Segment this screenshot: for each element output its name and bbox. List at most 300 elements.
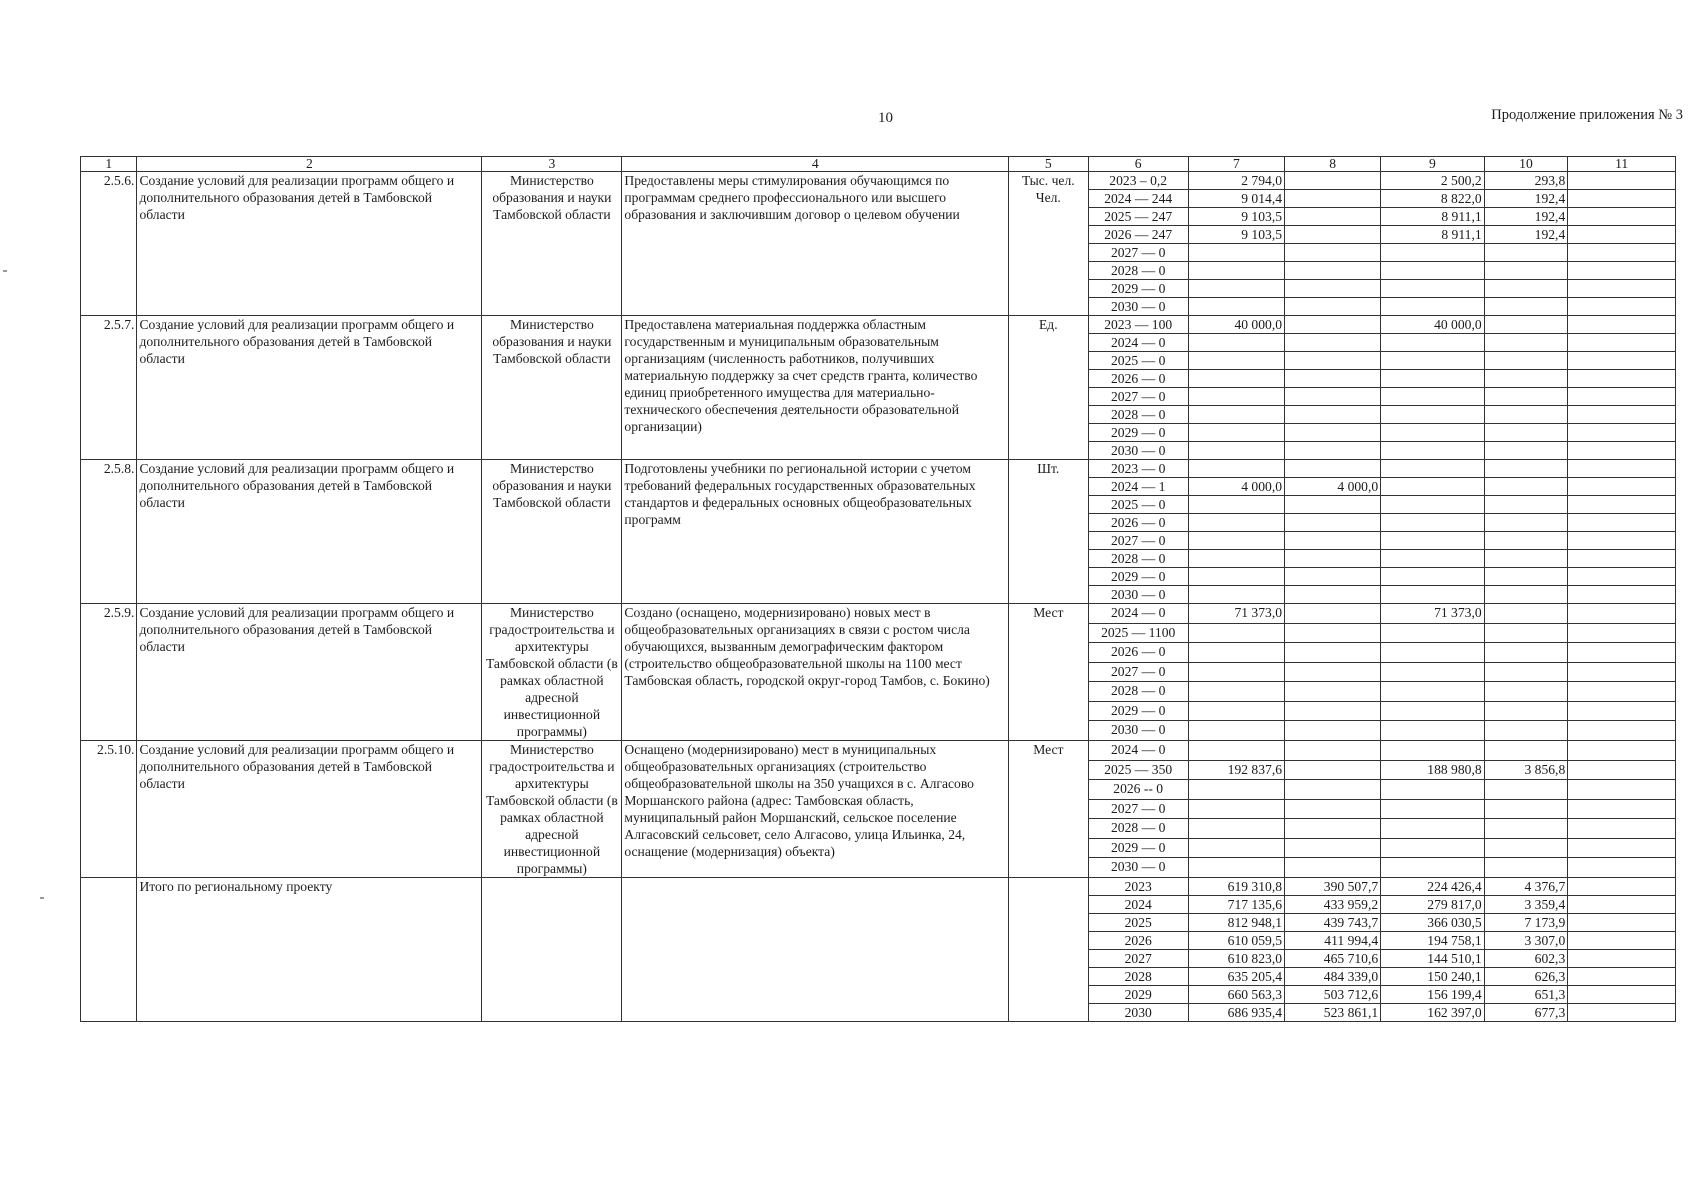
federal-budget-cell: [1285, 172, 1381, 190]
local-budget-cell: [1484, 514, 1568, 532]
local-budget-cell: [1484, 532, 1568, 550]
regional-budget-cell: 40 000,0: [1381, 316, 1484, 334]
total-local-cell: 677,3: [1484, 1004, 1568, 1022]
extra-budget-cell: [1568, 838, 1676, 858]
local-budget-cell: [1484, 496, 1568, 514]
scan-artifact: [40, 897, 44, 899]
extra-budget-cell: [1568, 280, 1676, 298]
extra-budget-cell: [1568, 226, 1676, 244]
total-year-cell: 2028: [1088, 968, 1188, 986]
local-budget-cell: [1484, 682, 1568, 702]
item-number-cell: 2.5.6.: [81, 172, 137, 316]
local-budget-cell: [1484, 643, 1568, 663]
regional-budget-cell: 188 980,8: [1381, 760, 1484, 780]
result-cell: Оснащено (модернизировано) мест в муниципальных общеобразовательных организациях (строительство общеобразовательной школы на 350 учащихся в с. Алгасово Моршанского района (адрес: Тамбовская область, муниципальный район Моршанский, сельское поселение Алгасовский сельсовет, село Алгасово, улица Ильинка, 24, оснащение (модернизация) объекта): [622, 741, 1009, 878]
table-row: [81, 172, 1676, 190]
federal-budget-cell: [1285, 352, 1381, 370]
local-budget-cell: [1484, 741, 1568, 761]
unit-cell: Шт.: [1009, 460, 1088, 604]
total-regional-cell: 156 199,4: [1381, 986, 1484, 1004]
regional-budget-cell: [1381, 701, 1484, 721]
regional-budget-cell: 8 822,0: [1381, 190, 1484, 208]
extra-budget-cell: [1568, 388, 1676, 406]
local-budget-cell: [1484, 442, 1568, 460]
regional-budget-cell: [1381, 388, 1484, 406]
local-budget-cell: [1484, 334, 1568, 352]
year-value-cell: 2030 — 0: [1088, 721, 1188, 741]
year-value-cell: 2028 — 0: [1088, 262, 1188, 280]
year-value-cell: 2025 — 0: [1088, 352, 1188, 370]
regional-budget-cell: [1381, 780, 1484, 800]
year-value-cell: 2029 — 0: [1088, 568, 1188, 586]
total-funding-cell: [1188, 586, 1284, 604]
local-budget-cell: 192,4: [1484, 208, 1568, 226]
column-number-header: 9: [1381, 157, 1484, 172]
total-extra-cell: [1568, 896, 1676, 914]
federal-budget-cell: [1285, 190, 1381, 208]
federal-budget-cell: [1285, 819, 1381, 839]
total-federal-cell: 390 507,7: [1285, 878, 1381, 896]
local-budget-cell: [1484, 701, 1568, 721]
local-budget-cell: [1484, 721, 1568, 741]
total-funding-cell: [1188, 662, 1284, 682]
total-local-cell: 626,3: [1484, 968, 1568, 986]
extra-budget-cell: [1568, 568, 1676, 586]
extra-budget-cell: [1568, 316, 1676, 334]
local-budget-cell: [1484, 780, 1568, 800]
total-funding-cell: [1188, 244, 1284, 262]
total-funding-cell: [1188, 460, 1284, 478]
total-funding-cell: 610 823,0: [1188, 950, 1284, 968]
year-value-cell: 2027 — 0: [1088, 532, 1188, 550]
regional-budget-cell: [1381, 643, 1484, 663]
federal-budget-cell: [1285, 586, 1381, 604]
column-number-header: 5: [1009, 157, 1088, 172]
total-funding-cell: [1188, 370, 1284, 388]
local-budget-cell: [1484, 604, 1568, 624]
federal-budget-cell: [1285, 442, 1381, 460]
extra-budget-cell: [1568, 760, 1676, 780]
total-regional-cell: 366 030,5: [1381, 914, 1484, 932]
local-budget-cell: [1484, 370, 1568, 388]
extra-budget-cell: [1568, 298, 1676, 316]
regional-budget-cell: [1381, 370, 1484, 388]
federal-budget-cell: [1285, 280, 1381, 298]
federal-budget-cell: [1285, 780, 1381, 800]
total-federal-cell: 523 861,1: [1285, 1004, 1381, 1022]
total-year-cell: 2023: [1088, 878, 1188, 896]
extra-budget-cell: [1568, 604, 1676, 624]
federal-budget-cell: [1285, 838, 1381, 858]
extra-budget-cell: [1568, 244, 1676, 262]
total-local-cell: 7 173,9: [1484, 914, 1568, 932]
total-local-cell: 4 376,7: [1484, 878, 1568, 896]
scan-artifact: [3, 270, 7, 272]
regional-budget-cell: [1381, 623, 1484, 643]
total-federal-cell: 503 712,6: [1285, 986, 1381, 1004]
extra-budget-cell: [1568, 741, 1676, 761]
extra-budget-cell: [1568, 406, 1676, 424]
total-funding-cell: [1188, 262, 1284, 280]
total-federal-cell: 465 710,6: [1285, 950, 1381, 968]
federal-budget-cell: [1285, 298, 1381, 316]
column-number-header: 11: [1568, 157, 1676, 172]
total-local-cell: 3 359,4: [1484, 896, 1568, 914]
local-budget-cell: [1484, 662, 1568, 682]
regional-budget-cell: [1381, 442, 1484, 460]
result-cell: Подготовлены учебники по региональной истории с учетом требований федеральных государственных образовательных стандартов и федеральных основных общеобразовательных программ: [622, 460, 1009, 604]
total-funding-cell: 4 000,0: [1188, 478, 1284, 496]
regional-budget-cell: 71 373,0: [1381, 604, 1484, 624]
federal-budget-cell: [1285, 496, 1381, 514]
federal-budget-cell: [1285, 604, 1381, 624]
total-funding-cell: [1188, 280, 1284, 298]
total-funding-cell: [1188, 799, 1284, 819]
local-budget-cell: 192,4: [1484, 226, 1568, 244]
total-number-cell: [81, 878, 137, 1022]
extra-budget-cell: [1568, 819, 1676, 839]
extra-budget-cell: [1568, 532, 1676, 550]
total-funding-cell: [1188, 721, 1284, 741]
column-number-header: 10: [1484, 157, 1568, 172]
extra-budget-cell: [1568, 662, 1676, 682]
federal-budget-cell: [1285, 741, 1381, 761]
total-funding-cell: [1188, 514, 1284, 532]
regional-budget-cell: [1381, 406, 1484, 424]
total-federal-cell: 439 743,7: [1285, 914, 1381, 932]
local-budget-cell: [1484, 799, 1568, 819]
total-local-cell: 651,3: [1484, 986, 1568, 1004]
extra-budget-cell: [1568, 721, 1676, 741]
regional-budget-cell: [1381, 424, 1484, 442]
item-number-cell: 2.5.9.: [81, 604, 137, 741]
total-funding-cell: 619 310,8: [1188, 878, 1284, 896]
total-funding-cell: [1188, 550, 1284, 568]
regional-budget-cell: [1381, 514, 1484, 532]
total-empty-cell: [622, 878, 1009, 1022]
extra-budget-cell: [1568, 460, 1676, 478]
local-budget-cell: [1484, 262, 1568, 280]
total-funding-cell: [1188, 298, 1284, 316]
federal-budget-cell: [1285, 226, 1381, 244]
total-funding-cell: [1188, 406, 1284, 424]
unit-cell: Тыс. чел. Чел.: [1009, 172, 1088, 316]
federal-budget-cell: [1285, 682, 1381, 702]
extra-budget-cell: [1568, 496, 1676, 514]
result-cell: Предоставлены меры стимулирования обучающимся по программам среднего профессионального или высшего образования и заключившим договор о целевом обучении: [622, 172, 1009, 316]
extra-budget-cell: [1568, 780, 1676, 800]
local-budget-cell: [1484, 819, 1568, 839]
total-label-cell: Итого по региональному проекту: [137, 878, 482, 1022]
extra-budget-cell: [1568, 586, 1676, 604]
event-name-cell: Создание условий для реализации программ общего и дополнительного образования детей в Тамбовской области: [137, 172, 482, 316]
executor-cell: Министерство образования и науки Тамбовской области: [482, 316, 622, 460]
federal-budget-cell: [1285, 550, 1381, 568]
total-funding-cell: [1188, 819, 1284, 839]
table-row: [81, 460, 1676, 478]
federal-budget-cell: [1285, 208, 1381, 226]
regional-budget-cell: 8 911,1: [1381, 226, 1484, 244]
year-value-cell: 2026 -- 0: [1088, 780, 1188, 800]
total-regional-cell: 144 510,1: [1381, 950, 1484, 968]
total-funding-cell: [1188, 858, 1284, 878]
total-federal-cell: 433 959,2: [1285, 896, 1381, 914]
total-funding-cell: [1188, 352, 1284, 370]
regional-budget-cell: [1381, 460, 1484, 478]
item-number-cell: 2.5.10.: [81, 741, 137, 878]
total-funding-cell: 717 135,6: [1188, 896, 1284, 914]
total-row: [81, 878, 1676, 896]
year-value-cell: 2027 — 0: [1088, 244, 1188, 262]
program-table: [80, 156, 1676, 1022]
year-value-cell: 2025 — 0: [1088, 496, 1188, 514]
federal-budget-cell: [1285, 316, 1381, 334]
result-cell: Предоставлена материальная поддержка областным государственным и муниципальным образовательным организациям (численность работников, получивших материальную поддержку за счет средств гранта, количество единиц приобретенного имущества для материально-технического обеспечения деятельности образовательной организации): [622, 316, 1009, 460]
total-funding-cell: 660 563,3: [1188, 986, 1284, 1004]
extra-budget-cell: [1568, 701, 1676, 721]
total-regional-cell: 194 758,1: [1381, 932, 1484, 950]
total-funding-cell: [1188, 643, 1284, 663]
total-funding-cell: 686 935,4: [1188, 1004, 1284, 1022]
total-extra-cell: [1568, 878, 1676, 896]
extra-budget-cell: [1568, 623, 1676, 643]
year-value-cell: 2028 — 0: [1088, 819, 1188, 839]
total-funding-cell: 812 948,1: [1188, 914, 1284, 932]
total-funding-cell: [1188, 623, 1284, 643]
executor-cell: Министерство градостроительства и архитектуры Тамбовской области (в рамках областной адресной инвестиционной программы): [482, 741, 622, 878]
regional-budget-cell: 2 500,2: [1381, 172, 1484, 190]
year-value-cell: 2025 — 247: [1088, 208, 1188, 226]
year-value-cell: 2029 — 0: [1088, 838, 1188, 858]
extra-budget-cell: [1568, 208, 1676, 226]
federal-budget-cell: [1285, 532, 1381, 550]
year-value-cell: 2027 — 0: [1088, 799, 1188, 819]
regional-budget-cell: [1381, 334, 1484, 352]
federal-budget-cell: 4 000,0: [1285, 478, 1381, 496]
regional-budget-cell: [1381, 262, 1484, 280]
total-regional-cell: 279 817,0: [1381, 896, 1484, 914]
total-extra-cell: [1568, 932, 1676, 950]
total-funding-cell: 71 373,0: [1188, 604, 1284, 624]
table-row: [81, 604, 1676, 624]
extra-budget-cell: [1568, 442, 1676, 460]
total-funding-cell: [1188, 424, 1284, 442]
table-row: [81, 316, 1676, 334]
local-budget-cell: 293,8: [1484, 172, 1568, 190]
extra-budget-cell: [1568, 424, 1676, 442]
year-value-cell: 2028 — 0: [1088, 682, 1188, 702]
total-extra-cell: [1568, 950, 1676, 968]
federal-budget-cell: [1285, 799, 1381, 819]
regional-budget-cell: [1381, 244, 1484, 262]
local-budget-cell: [1484, 406, 1568, 424]
federal-budget-cell: [1285, 424, 1381, 442]
regional-budget-cell: [1381, 721, 1484, 741]
executor-cell: Министерство градостроительства и архитектуры Тамбовской области (в рамках областной адресной инвестиционной программы): [482, 604, 622, 741]
year-value-cell: 2028 — 0: [1088, 406, 1188, 424]
year-value-cell: 2029 — 0: [1088, 280, 1188, 298]
unit-cell: Мест: [1009, 604, 1088, 741]
federal-budget-cell: [1285, 643, 1381, 663]
unit-cell: Ед.: [1009, 316, 1088, 460]
total-funding-cell: [1188, 780, 1284, 800]
local-budget-cell: 3 856,8: [1484, 760, 1568, 780]
year-value-cell: 2030 — 0: [1088, 298, 1188, 316]
event-name-cell: Создание условий для реализации программ общего и дополнительного образования детей в Тамбовской области: [137, 741, 482, 878]
regional-budget-cell: [1381, 568, 1484, 586]
year-value-cell: 2025 — 1100: [1088, 623, 1188, 643]
extra-budget-cell: [1568, 643, 1676, 663]
column-number-header: 3: [482, 157, 622, 172]
year-value-cell: 2030 — 0: [1088, 442, 1188, 460]
local-budget-cell: [1484, 478, 1568, 496]
page-number: 10: [878, 110, 893, 126]
appendix-title: Продолжение приложения № 3: [1491, 107, 1683, 123]
local-budget-cell: [1484, 568, 1568, 586]
federal-budget-cell: [1285, 623, 1381, 643]
year-value-cell: 2029 — 0: [1088, 701, 1188, 721]
federal-budget-cell: [1285, 760, 1381, 780]
year-value-cell: 2030 — 0: [1088, 586, 1188, 604]
year-value-cell: 2026 — 0: [1088, 514, 1188, 532]
regional-budget-cell: 8 911,1: [1381, 208, 1484, 226]
year-value-cell: 2024 — 0: [1088, 334, 1188, 352]
unit-cell: Мест: [1009, 741, 1088, 878]
column-number-header: 4: [622, 157, 1009, 172]
total-funding-cell: 9 014,4: [1188, 190, 1284, 208]
regional-budget-cell: [1381, 799, 1484, 819]
column-number-header: 6: [1088, 157, 1188, 172]
total-year-cell: 2029: [1088, 986, 1188, 1004]
year-value-cell: 2029 — 0: [1088, 424, 1188, 442]
total-federal-cell: 411 994,4: [1285, 932, 1381, 950]
total-year-cell: 2030: [1088, 1004, 1188, 1022]
year-value-cell: 2024 — 244: [1088, 190, 1188, 208]
federal-budget-cell: [1285, 460, 1381, 478]
year-value-cell: 2024 — 0: [1088, 604, 1188, 624]
year-value-cell: 2027 — 0: [1088, 662, 1188, 682]
event-name-cell: Создание условий для реализации программ общего и дополнительного образования детей в Тамбовской области: [137, 316, 482, 460]
table-row: [81, 741, 1676, 761]
column-number-header: 8: [1285, 157, 1381, 172]
regional-budget-cell: [1381, 586, 1484, 604]
executor-cell: Министерство образования и науки Тамбовской области: [482, 460, 622, 604]
extra-budget-cell: [1568, 550, 1676, 568]
regional-budget-cell: [1381, 478, 1484, 496]
item-number-cell: 2.5.8.: [81, 460, 137, 604]
local-budget-cell: 192,4: [1484, 190, 1568, 208]
regional-budget-cell: [1381, 682, 1484, 702]
total-funding-cell: [1188, 334, 1284, 352]
local-budget-cell: [1484, 550, 1568, 568]
local-budget-cell: [1484, 858, 1568, 878]
regional-budget-cell: [1381, 838, 1484, 858]
total-extra-cell: [1568, 968, 1676, 986]
total-local-cell: 3 307,0: [1484, 932, 1568, 950]
total-empty-cell: [482, 878, 622, 1022]
year-value-cell: 2026 — 247: [1088, 226, 1188, 244]
regional-budget-cell: [1381, 280, 1484, 298]
federal-budget-cell: [1285, 662, 1381, 682]
local-budget-cell: [1484, 316, 1568, 334]
federal-budget-cell: [1285, 370, 1381, 388]
total-funding-cell: [1188, 532, 1284, 550]
column-number-header: 7: [1188, 157, 1284, 172]
year-value-cell: 2026 — 0: [1088, 643, 1188, 663]
regional-budget-cell: [1381, 496, 1484, 514]
extra-budget-cell: [1568, 478, 1676, 496]
column-number-header: 2: [137, 157, 482, 172]
total-regional-cell: 224 426,4: [1381, 878, 1484, 896]
regional-budget-cell: [1381, 352, 1484, 370]
total-year-cell: 2025: [1088, 914, 1188, 932]
extra-budget-cell: [1568, 190, 1676, 208]
federal-budget-cell: [1285, 514, 1381, 532]
federal-budget-cell: [1285, 406, 1381, 424]
regional-budget-cell: [1381, 298, 1484, 316]
local-budget-cell: [1484, 244, 1568, 262]
total-regional-cell: 162 397,0: [1381, 1004, 1484, 1022]
total-funding-cell: 192 837,6: [1188, 760, 1284, 780]
column-number-header: 1: [81, 157, 137, 172]
local-budget-cell: [1484, 352, 1568, 370]
total-extra-cell: [1568, 986, 1676, 1004]
year-value-cell: 2028 — 0: [1088, 550, 1188, 568]
extra-budget-cell: [1568, 682, 1676, 702]
total-funding-cell: [1188, 838, 1284, 858]
local-budget-cell: [1484, 586, 1568, 604]
federal-budget-cell: [1285, 701, 1381, 721]
federal-budget-cell: [1285, 388, 1381, 406]
year-value-cell: 2025 — 350: [1088, 760, 1188, 780]
total-year-cell: 2026: [1088, 932, 1188, 950]
regional-budget-cell: [1381, 550, 1484, 568]
total-funding-cell: [1188, 682, 1284, 702]
local-budget-cell: [1484, 838, 1568, 858]
regional-budget-cell: [1381, 819, 1484, 839]
total-regional-cell: 150 240,1: [1381, 968, 1484, 986]
total-local-cell: 602,3: [1484, 950, 1568, 968]
extra-budget-cell: [1568, 352, 1676, 370]
extra-budget-cell: [1568, 370, 1676, 388]
local-budget-cell: [1484, 388, 1568, 406]
federal-budget-cell: [1285, 568, 1381, 586]
extra-budget-cell: [1568, 858, 1676, 878]
total-funding-cell: [1188, 388, 1284, 406]
extra-budget-cell: [1568, 514, 1676, 532]
local-budget-cell: [1484, 280, 1568, 298]
total-federal-cell: 484 339,0: [1285, 968, 1381, 986]
federal-budget-cell: [1285, 334, 1381, 352]
year-value-cell: 2024 — 1: [1088, 478, 1188, 496]
federal-budget-cell: [1285, 858, 1381, 878]
year-value-cell: 2024 — 0: [1088, 741, 1188, 761]
extra-budget-cell: [1568, 172, 1676, 190]
extra-budget-cell: [1568, 262, 1676, 280]
regional-budget-cell: [1381, 858, 1484, 878]
year-value-cell: 2027 — 0: [1088, 388, 1188, 406]
year-value-cell: 2023 — 100: [1088, 316, 1188, 334]
total-funding-cell: 610 059,5: [1188, 932, 1284, 950]
total-funding-cell: [1188, 442, 1284, 460]
column-number-row: [81, 157, 1676, 172]
result-cell: Создано (оснащено, модернизировано) новых мест в общеобразовательных организациях в связи с ростом числа обучающихся, вызванным демографическим фактором (строительство общеобразовательной школы на 1100 мест Тамбовская область, городской округ-город Тамбов, с. Бокино): [622, 604, 1009, 741]
total-year-cell: 2027: [1088, 950, 1188, 968]
total-year-cell: 2024: [1088, 896, 1188, 914]
regional-budget-cell: [1381, 532, 1484, 550]
local-budget-cell: [1484, 623, 1568, 643]
total-funding-cell: [1188, 568, 1284, 586]
